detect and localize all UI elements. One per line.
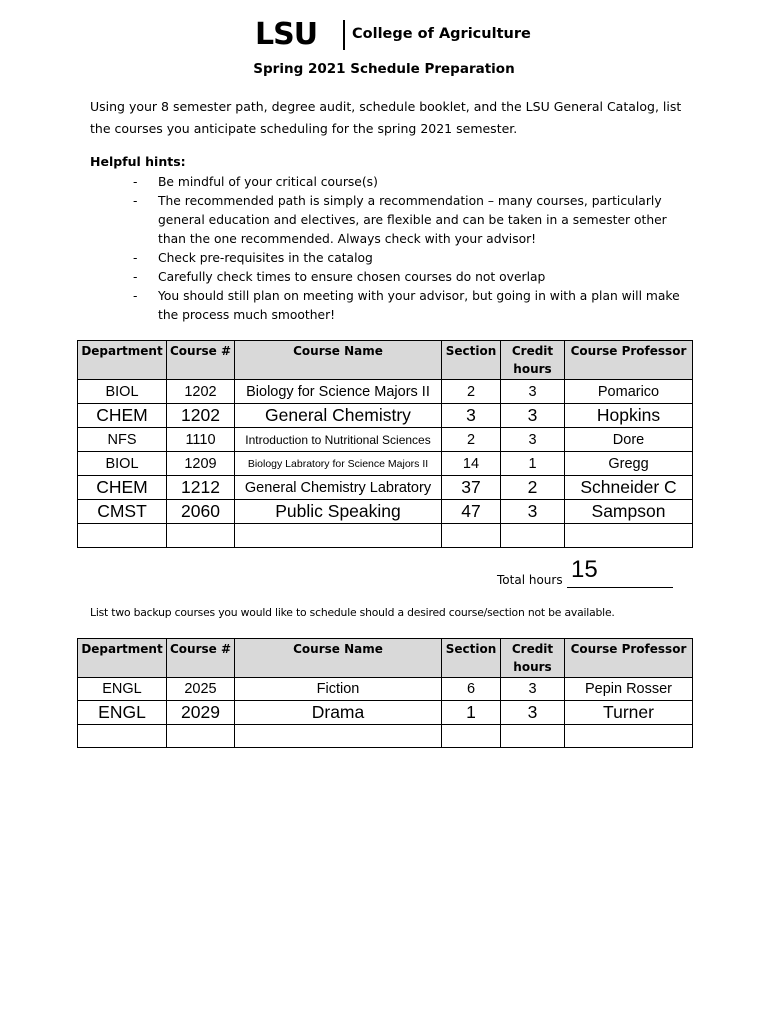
cell-course-number[interactable]: 2060: [167, 500, 235, 524]
cell-section[interactable]: 3: [442, 404, 501, 428]
table-row: [78, 428, 693, 452]
col-header-course-number: Course #: [167, 639, 235, 678]
cell-course-number[interactable]: [167, 725, 235, 748]
hint-text: Check pre-requisites in the catalog: [158, 251, 373, 265]
cell-credit-hours[interactable]: 3: [501, 380, 565, 404]
schedule-table: [77, 340, 693, 548]
cell-department[interactable]: BIOL: [78, 380, 167, 404]
cell-credit-hours[interactable]: [501, 524, 565, 548]
cell-department[interactable]: [78, 725, 167, 748]
table-row: [78, 500, 693, 524]
col-header-course-name: Course Name: [235, 639, 442, 678]
col-header-department: Department: [78, 639, 167, 678]
cell-course-number[interactable]: 1209: [167, 452, 235, 476]
cell-department[interactable]: [78, 524, 167, 548]
total-hours-line: [567, 587, 673, 588]
cell-professor[interactable]: [565, 524, 693, 548]
hint-text: The recommended path is simply a recommendation – many courses, particularly general education and electives, are flexible and can be taken in a semester other than the one recommended. Always check with your advisor!: [158, 194, 667, 246]
cell-department[interactable]: CHEM: [78, 476, 167, 500]
cell-course-number[interactable]: 1212: [167, 476, 235, 500]
hints-list: [133, 173, 693, 325]
col-header-professor: Course Professor: [565, 341, 693, 380]
col-header-course-number: Course #: [167, 341, 235, 380]
cell-course-name[interactable]: Biology for Science Majors II: [235, 380, 442, 404]
table-row: [78, 452, 693, 476]
cell-section[interactable]: 37: [442, 476, 501, 500]
cell-course-name[interactable]: General Chemistry: [235, 404, 442, 428]
page-title: Spring 2021 Schedule Preparation: [253, 61, 515, 77]
cell-course-name[interactable]: Introduction to Nutritional Sciences: [235, 428, 442, 452]
backup-note: List two backup courses you would like to schedule should a desired course/section not be available.: [90, 606, 615, 619]
cell-course-number[interactable]: 1110: [167, 428, 235, 452]
intro-paragraph: Using your 8 semester path, degree audit, schedule booklet, and the LSU General Catalog, list the courses you anticipate scheduling for the spring 2021 semester.: [90, 99, 682, 136]
cell-professor[interactable]: Pepin Rosser: [565, 678, 693, 701]
table-row-empty: [78, 524, 693, 548]
cell-course-name[interactable]: Biology Labratory for Science Majors II: [235, 452, 442, 476]
logo-divider: [343, 20, 345, 50]
hint-item: - You should still plan on meeting with your advisor, but going in with a plan will make the process much smoother!: [133, 289, 680, 322]
cell-course-name[interactable]: Drama: [235, 701, 442, 725]
cell-department[interactable]: CMST: [78, 500, 167, 524]
hint-item: - Be mindful of your critical course(s): [133, 175, 378, 189]
cell-professor[interactable]: Dore: [565, 428, 693, 452]
cell-credit-hours[interactable]: 1: [501, 452, 565, 476]
col-header-section: Section: [442, 639, 501, 678]
cell-professor[interactable]: Hopkins: [565, 404, 693, 428]
cell-section[interactable]: 2: [442, 380, 501, 404]
total-hours-value[interactable]: 15: [571, 556, 598, 583]
cell-section[interactable]: 47: [442, 500, 501, 524]
col-header-section: Section: [442, 341, 501, 380]
hint-item: - The recommended path is simply a recommendation – many courses, particularly general education and electives, are flexible and can be taken in a semester other than the one recommended. Always check with your advisor!: [133, 194, 667, 246]
col-header-credit-hours: Credit hours: [501, 639, 565, 678]
cell-course-name[interactable]: General Chemistry Labratory: [235, 476, 442, 500]
hint-text: Carefully check times to ensure chosen courses do not overlap: [158, 270, 546, 284]
table-header-row: [78, 341, 693, 380]
cell-course-number[interactable]: 1202: [167, 404, 235, 428]
cell-credit-hours[interactable]: 3: [501, 404, 565, 428]
table-header-row: [78, 639, 693, 678]
cell-course-number[interactable]: 1202: [167, 380, 235, 404]
cell-department[interactable]: ENGL: [78, 701, 167, 725]
cell-course-number[interactable]: 2029: [167, 701, 235, 725]
backup-table: [77, 638, 693, 748]
cell-credit-hours[interactable]: 3: [501, 428, 565, 452]
total-hours: [497, 556, 687, 590]
hint-item: - Carefully check times to ensure chosen courses do not overlap: [133, 270, 546, 284]
col-header-course-name: Course Name: [235, 341, 442, 380]
cell-professor[interactable]: Sampson: [565, 500, 693, 524]
cell-professor[interactable]: Pomarico: [565, 380, 693, 404]
cell-professor[interactable]: Schneider C: [565, 476, 693, 500]
hint-text: Be mindful of your critical course(s): [158, 175, 378, 189]
cell-department[interactable]: BIOL: [78, 452, 167, 476]
lsu-logo: LSU: [255, 17, 318, 52]
cell-section[interactable]: 1: [442, 701, 501, 725]
cell-course-number[interactable]: [167, 524, 235, 548]
cell-credit-hours[interactable]: 3: [501, 701, 565, 725]
cell-course-name[interactable]: [235, 725, 442, 748]
hint-text: You should still plan on meeting with your advisor, but going in with a plan will make the process much smoother!: [158, 289, 680, 322]
cell-course-name[interactable]: Fiction: [235, 678, 442, 701]
hints-heading: Helpful hints:: [90, 154, 186, 169]
cell-professor[interactable]: [565, 725, 693, 748]
cell-credit-hours[interactable]: 2: [501, 476, 565, 500]
table-row: [78, 380, 693, 404]
cell-professor[interactable]: Turner: [565, 701, 693, 725]
cell-credit-hours[interactable]: [501, 725, 565, 748]
header: [0, 18, 768, 52]
cell-section[interactable]: [442, 524, 501, 548]
cell-credit-hours[interactable]: 3: [501, 500, 565, 524]
cell-department[interactable]: CHEM: [78, 404, 167, 428]
cell-section[interactable]: 14: [442, 452, 501, 476]
cell-professor[interactable]: Gregg: [565, 452, 693, 476]
table-row: [78, 701, 693, 725]
table-row: [78, 476, 693, 500]
cell-department[interactable]: NFS: [78, 428, 167, 452]
college-name: College of Agriculture: [352, 26, 531, 42]
table-row-empty: [78, 725, 693, 748]
cell-department[interactable]: ENGL: [78, 678, 167, 701]
col-header-professor: Course Professor: [565, 639, 693, 678]
total-hours-label: Total hours: [497, 573, 563, 587]
col-header-department: Department: [78, 341, 167, 380]
cell-section[interactable]: 6: [442, 678, 501, 701]
hint-item: - Check pre-requisites in the catalog: [133, 251, 373, 265]
cell-course-name[interactable]: Public Speaking: [235, 500, 442, 524]
cell-course-name[interactable]: [235, 524, 442, 548]
cell-course-number[interactable]: 2025: [167, 678, 235, 701]
table-row: [78, 678, 693, 701]
cell-section[interactable]: 2: [442, 428, 501, 452]
cell-section[interactable]: [442, 725, 501, 748]
table-row: [78, 404, 693, 428]
cell-credit-hours[interactable]: 3: [501, 678, 565, 701]
col-header-credit-hours: Credit hours: [501, 341, 565, 380]
